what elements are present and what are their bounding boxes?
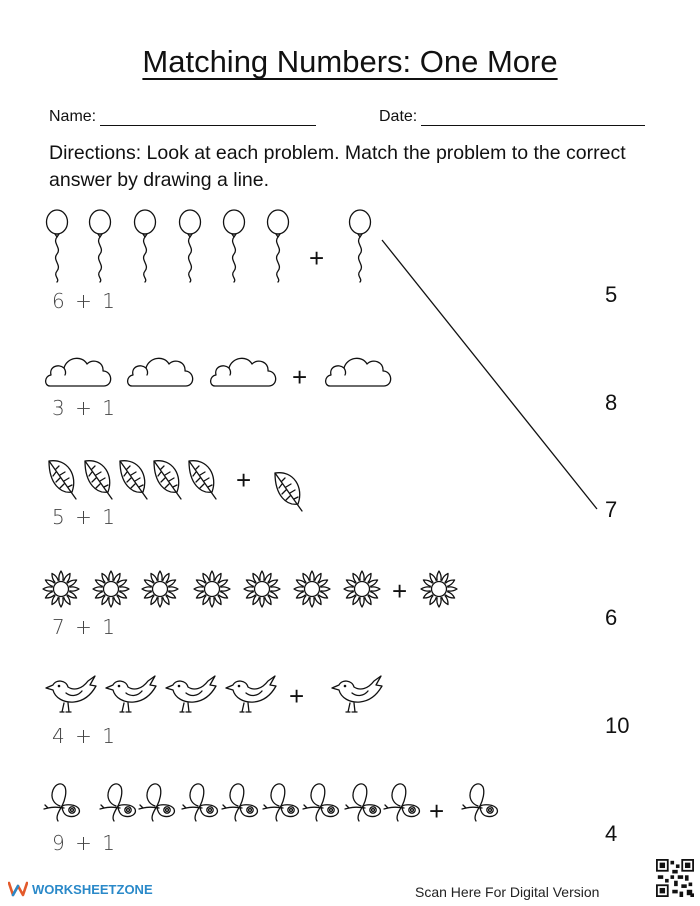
cloud-icon [44,352,114,390]
flower-icon [293,570,331,608]
balloon-icon [133,210,157,282]
flower-icon [243,570,281,608]
answer-number[interactable]: 5 [605,282,618,307]
butterfly-icon [44,780,82,822]
butterfly-icon [384,780,422,822]
balloon-icon [266,210,290,282]
plus-sign: + [429,796,445,826]
worksheet-title: Matching Numbers: One More [142,44,558,79]
bird-icon [164,673,216,715]
problem-row [0,668,700,778]
problem-expression: 4 + 1 [52,724,117,748]
balloon-icon [88,210,112,282]
answer-number[interactable]: 7 [605,497,618,522]
problem-expression: 3 + 1 [52,396,117,420]
directions-text: Directions: Look at each problem. Match the problem to the correct answer by drawing a line. [49,142,626,191]
leaf-icon [186,458,218,500]
flower-icon [42,570,80,608]
brand-w-icon [8,881,28,897]
balloon-icon [348,210,372,282]
problem-row [0,776,700,886]
butterfly-icon [462,780,500,822]
flower-icon [92,570,130,608]
leaf-icon [117,458,149,500]
brand-name: WORKSHEETZONE [32,881,153,897]
date-label: Date: [379,108,418,125]
problem-expression: 7 + 1 [52,615,117,639]
balloon-icon [222,210,246,282]
qr-code-icon[interactable] [656,859,694,897]
flower-icon [193,570,231,608]
plus-sign: + [289,681,305,711]
answer-number[interactable]: 6 [605,605,618,630]
butterfly-icon [100,780,138,822]
leaf-icon [82,458,114,500]
cloud-icon [324,352,394,390]
bird-icon [104,673,156,715]
brand-logo[interactable] [8,881,153,897]
butterfly-icon [303,780,341,822]
leaf-icon [151,458,183,500]
flower-icon [420,570,458,608]
plus-sign: + [292,362,308,392]
leaf-icon [46,458,78,500]
flower-icon [141,570,179,608]
leaf-icon [272,470,304,512]
cloud-icon [126,352,196,390]
butterfly-icon [263,780,301,822]
name-label: Name: [49,108,97,125]
balloon-icon [45,210,69,282]
bird-icon [44,673,96,715]
answer-number[interactable]: 8 [605,390,618,415]
balloon-icon [178,210,202,282]
plus-sign: + [392,576,408,606]
problem-row [0,560,700,670]
problem-row [0,205,700,315]
butterfly-icon [222,780,260,822]
answer-number[interactable]: 4 [605,821,618,846]
bird-icon [224,673,276,715]
cloud-icon [209,352,279,390]
problem-expression: 6 + 1 [52,289,117,313]
plus-sign: + [236,465,252,495]
answer-number[interactable]: 10 [605,713,630,738]
problem-row [0,340,700,450]
problem-expression: 5 + 1 [52,505,117,529]
flower-icon [343,570,381,608]
butterfly-icon [182,780,220,822]
scan-text: Scan Here For Digital Version [415,884,600,900]
bird-icon [330,673,382,715]
problem-row [0,450,700,560]
plus-sign: + [309,243,325,273]
butterfly-icon [345,780,383,822]
butterfly-icon [139,780,177,822]
problem-expression: 9 + 1 [52,831,117,855]
